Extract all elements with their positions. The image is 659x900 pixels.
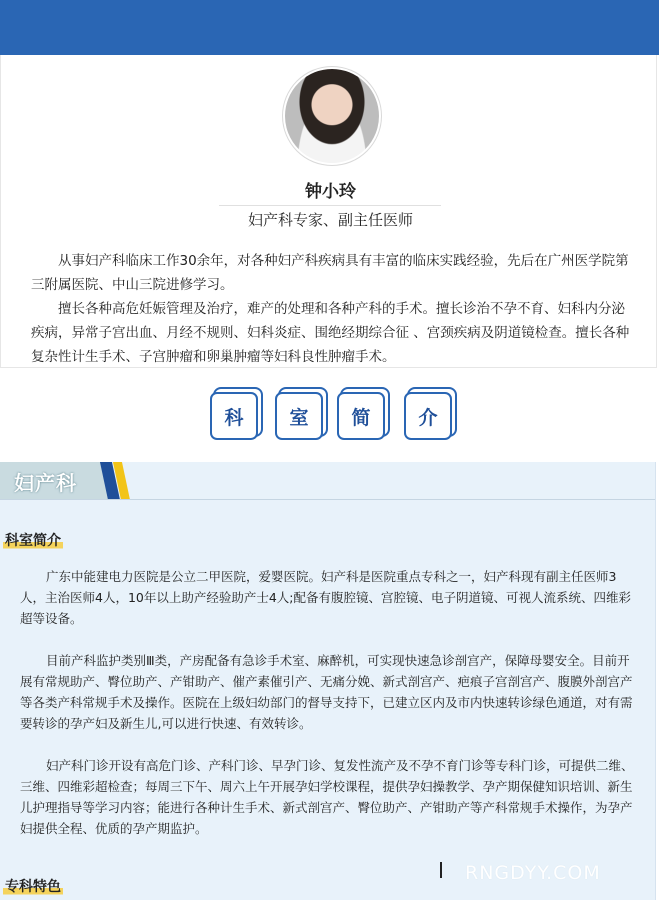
- tab-jie[interactable]: 介: [404, 392, 452, 440]
- department-header: [0, 462, 130, 500]
- cursor-mark: [440, 862, 442, 878]
- doctor-name: 钟小玲: [305, 182, 356, 202]
- doctor-profile-card: [0, 55, 657, 368]
- bio-paragraph: 从事妇产科临床工作30余年，对各种妇产科疾病具有丰富的临床实践经验，先后在广州医学院第三附属医院、中山三院进修学习。: [31, 253, 629, 293]
- intro-paragraph: 目前产科监护类别Ⅲ类，产房配备有急诊手术室、麻醉机，可实现快速急诊剖宫产，保障母婴安全。目前开展有常规助产、臀位助产、产钳助产、催产素催引产、无痛分娩、新式剖宫产、疤痕子宫剖宫产、腹膜外剖宫产等各类产科常规手术及操作。医院在上级妇幼部门的督导支持下，已建立区内及市内快速转诊绿色通道，对有需要转诊的孕产妇及新生儿,可以进行快速、有效转诊。: [20, 653, 633, 731]
- bio-paragraph: 擅长各种高危妊娠管理及治疗，难产的处理和各种产科的手术。擅长诊治不孕不育、妇科内分泌疾病，异常子宫出血、月经不规则、妇科炎症、围绝经期综合征 、宫颈疾病及阴道镜检查。擅长各种复杂性计生手术、子宫肿瘤和卵巢肿瘤等妇科良性肿瘤手术。: [31, 301, 630, 365]
- name-divider: [219, 205, 441, 206]
- header-band: [0, 0, 659, 55]
- doctor-title: 妇产科专家、副主任医师: [247, 211, 413, 229]
- tab-ke[interactable]: 科: [210, 392, 258, 440]
- department-intro: [20, 566, 635, 860]
- department-name: 妇产科: [0, 462, 108, 500]
- intro-paragraph: 广东中能建电力医院是公立二甲医院，爱婴医院。妇产科是医院重点专科之一，妇产科现有副主任医师3人，主治医师4人，10年以上助产经验助产士4人;配备有腹腔镜、宫腔镜、电子阴道镜、可视人流系统、四维彩超等设备。: [20, 569, 632, 626]
- doctor-bio: [31, 249, 635, 369]
- header-divider: [0, 499, 655, 500]
- tab-jian[interactable]: 简: [337, 392, 385, 440]
- specialty-heading: 专科特色: [3, 876, 63, 896]
- tab-shi[interactable]: 室: [275, 392, 323, 440]
- intro-paragraph: 妇产科门诊开设有高危门诊、产科门诊、早孕门诊、复发性流产及不孕不育门诊等专科门诊，可提供二维、三维、四维彩超检查；每周三下午、周六上午开展孕妇学校课程，提供孕妇操教学、孕产期保健知识培训、新生儿护理指导等学习内容；能进行各种计生手术、新式剖宫产、臀位助产、产钳助产等产科常规手术操作，为孕产妇提供全程、优质的孕产期监护。: [20, 758, 634, 836]
- intro-heading: 科室简介: [3, 530, 63, 550]
- doctor-avatar: [283, 67, 381, 165]
- watermark: RNGDYY.COM: [465, 862, 601, 884]
- section-tabs: [0, 392, 659, 444]
